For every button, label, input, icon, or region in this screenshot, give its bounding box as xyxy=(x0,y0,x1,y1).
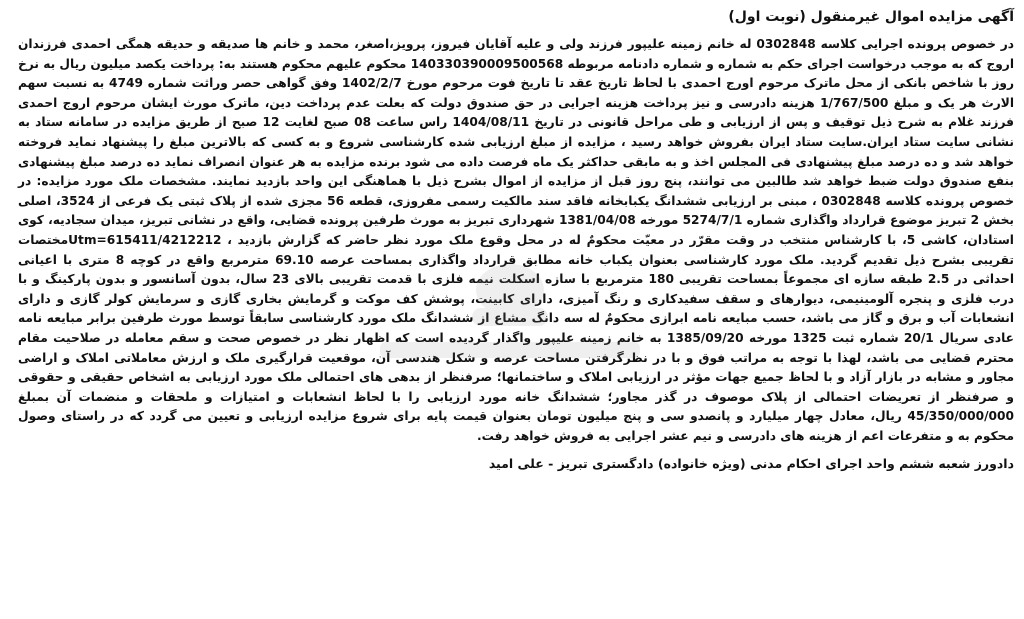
notice-title: آگهی مزایده اموال غیرمنقول (نوبت اول) xyxy=(728,9,1014,25)
notice-signature: دادورز شعبه ششم واحد اجرای احکام مدنی (ویژه خانواده) دادگستری تبریز - علی امید xyxy=(488,456,1014,472)
notice-body: در خصوص پرونده اجرایی کلاسه 0302848 له خانم زمینه علیپور فرزند ولی و علیه آقایان فیروز، پرویز،اصغر، محمد و خانم ها صدیقه و حدیقه همگی احمدی فرزندان اروج که به موجب درخواست اجرای حکم به شماره و شماره دادنامه مربوطه 140330390009500568 محکوم علیهم محکوم هستند به: پرداخت یکصد میلیون ریال به نرخ روز با شاخص بانکی از محل ماترک مرحوم اورج احمدی با لحاظ تاریخ عقد تا تاریخ فوت مرحوم مورخ 1402/2/7 وفق گواهی حصر وراثت شماره 4749 به نسبت سهم الارث هر یک و مبلغ 1/767/500 هزینه دادرسی و نیز پرداخت هزینه اجرایی در حق صندوق دولت که بعلت عدم پرداخت دین، ماترک مورث ایشان مرحوم اروج احمدی فرزند غلام به شرح ذیل توقیف و پس از ارزیابی و طی مراحل قانونی در تاریخ 1404/08/11 راس ساعت 08 صبح لغایت 12 صبح از طریق مزایده در سامانه ستاد به نشانی سایت ستاد ایران.سایت ستاد ایران بفروش خواهد رسید ، مزایده از مبلغ ارزیابی شده کارشناسی شروع و به کسی که بالاترین مبلغ را پیشنهاد نماید فروخته خواهد شد و ده درصد مبلغ پیشنهادی فی المجلس اخذ و به مابقی حداکثر یک ماه فرصت داده می شود برنده مزایده به هر عنوان انصراف نماید ده درصد مبلغ پیشنهادی بنفع صندوق دولت ضبط خواهد شد طالبین می توانند، پنج روز قبل از مزایده از اموال بشرح ذیل با هماهنگی این واحد بازدید نمایند. مشخصات ملک مورد مزایده: در خصوص پرونده کلاسه 0302848 ، مبنی بر ارزیابی ششدانگ یکبابخانه فاقد سند مالکیت رسمی مفروزی، قطعه 56 مجزی شده از پلاک ثبتی یک فرعی از 3524، اصلی بخش 2 تبریز موضوع قرارداد واگذاری شماره 5274/7/1 مورخه 1381/04/08 شهرداری تبریز به مورث طرفین پرونده قضایی، واقع در نشانی تبریز، میدان سجادیه، کوی استادان، کاشی 5، با کارشناس منتخب در وقت مقرّر در معیّت محکومٌ له در محل وقوع ملک مورد نظر حاضر که گزارش بازدید ، Utm=615411/4212212مختصات تقریبی بشرح ذیل تقدیم گردید. ملک مورد کارشناسی بعنوان یکباب خانه مطابق قرارداد واگذاری بمساحت عرصه 69.10 مترمربع واقع در کوچه 8 متری با اعیانی احداثی در 2.5 طبقه سازه ای مجموعاً بمساحت تقریبی 180 مترمربع با سازه اسکلت نیمه فلزی با قدمت تقریبی بالای 23 سال، بدون آسانسور و بدون پارکینگ و با درب فلزی و پنجره آلومینیمی، دیوارهای و سقف سفیدکاری و رنگ آمیزی، دارای کابینت، پوشش کف موکت و گرمایش بخاری گازی و سرمایش کولر گازی و دارای انشعابات آب و برق و گاز می باشد، حسب مبایعه نامه ابرازی محکومٌ له سه دانگ مشاع از ششدانگ ملک مورد کارشناسی سابقاً توسط مورث طرفین برابر مبایعه نامه عادی سریال 20/1 شماره ثبت 1325 مورخه 1385/09/20 به خانم زمینه علیپور واگذار گردیده است که اظهار نظر در خصوص صحت و سقم معامله در صلاحیت مقام محترم قضایی می باشد، لهذا با توجه به مراتب فوق و با در نظرگرفتن مساحت عرصه و شکل هندسی آن، موقعیت قرارگیری ملک و ارزش معاملاتی املاک و اراضی مجاور و مشابه در بازار آزاد و با لحاظ جمیع جهات مؤثر در ارزیابی املاک و ساختمانها؛ صرفنظر از بدهی های احتمالی ملک مورد ارزیابی به اشخاص حقیقی و حقوقی و صرفنظر از تعریضات احتمالی از پلاک موصوف در گذر مجاور؛ ششدانگ خانه مورد ارزیابی را با لحاظ انشعابات و امتیازات و ملحقات و منضمات آن بمبلغ 45/350/000/000 ریال، معادل چهار میلیارد و پانصدو سی و پنج میلیون تومان بعنوان قیمت پایه برای شروع مزایده ارزیابی و تعیین می گردد که در راستای وصول محکوم به و متفرعات اعم از هزینه های دادرسی و نیم عشر اجرایی به فروش خواهد رفت. xyxy=(18,37,1015,443)
auction-notice xyxy=(18,6,1014,614)
